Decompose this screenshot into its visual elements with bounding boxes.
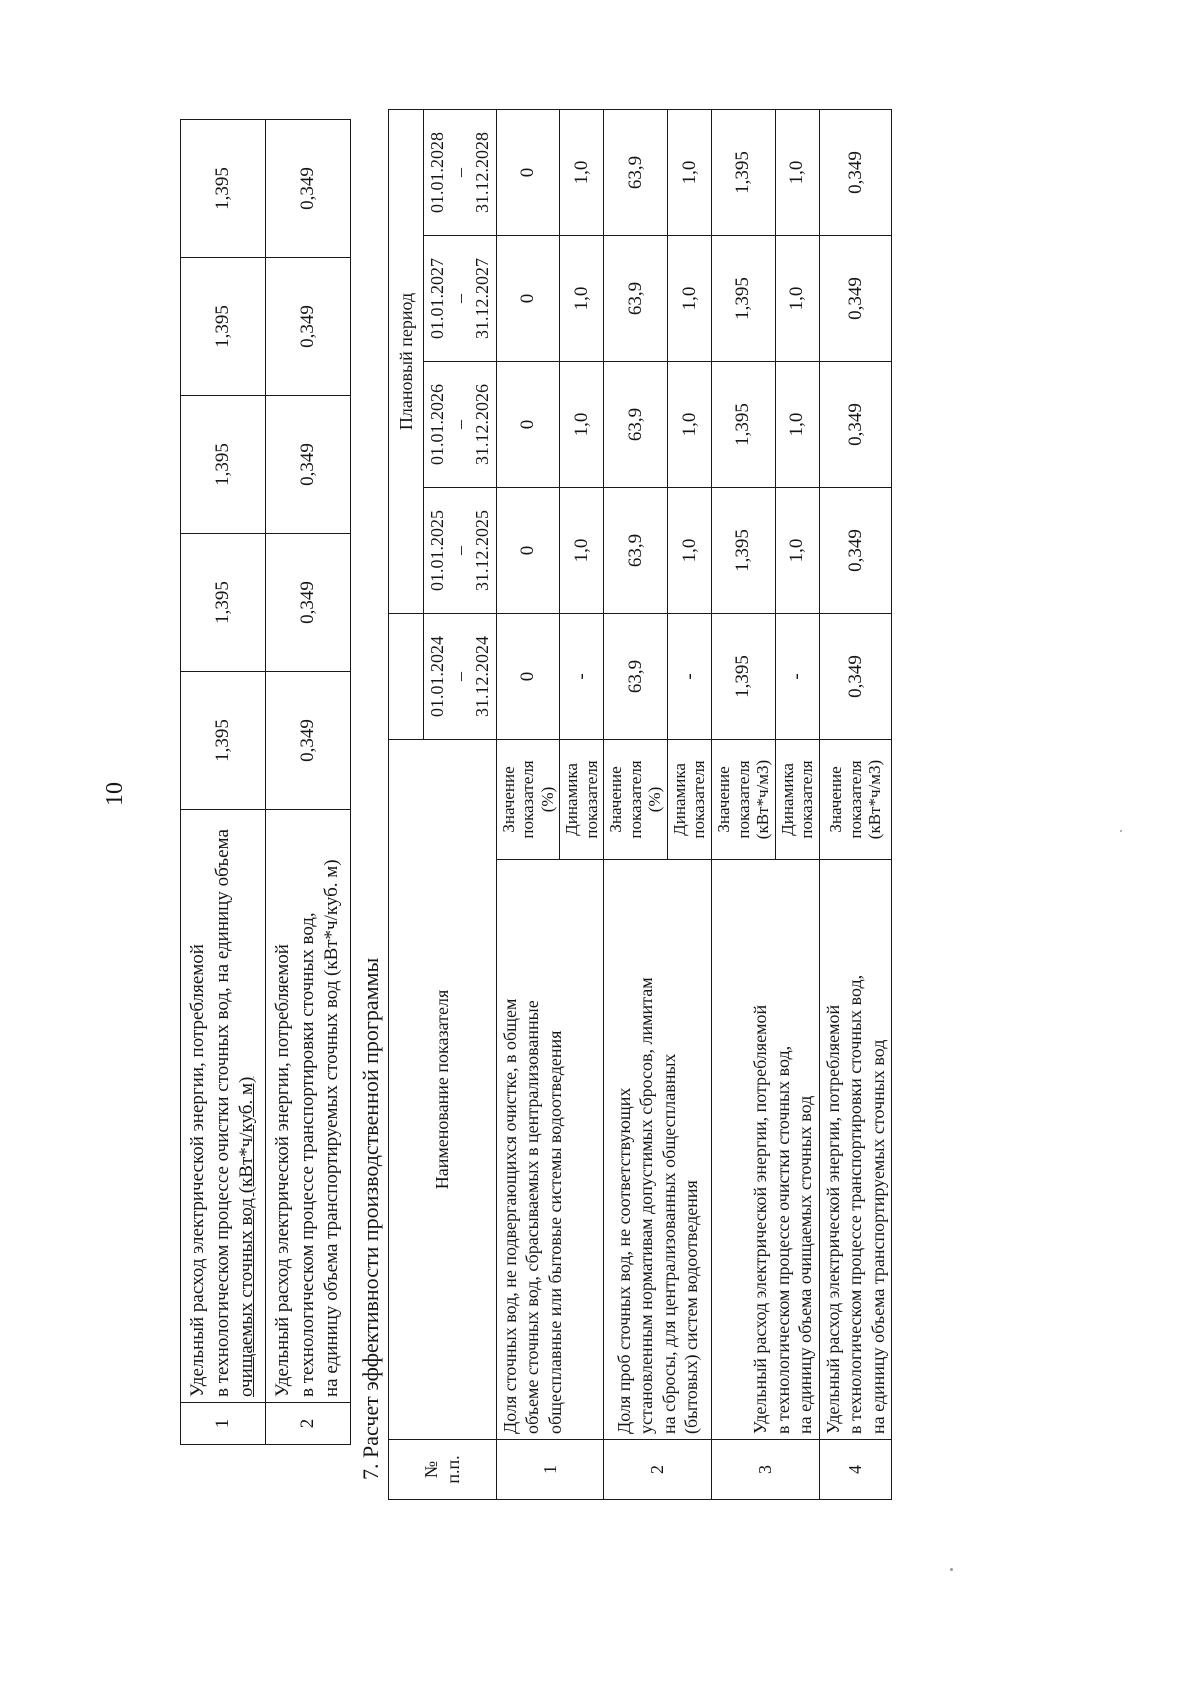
dynamic-label: Динамика показателя: [775, 740, 819, 860]
dynamic-cell: 1,0: [667, 109, 711, 235]
period-header: 01.01.2026 – 31.12.2026: [424, 362, 497, 488]
header-planned-period: Плановый период: [389, 109, 424, 613]
value-cell: 63,9: [604, 109, 668, 235]
value-cell: 0,349: [819, 109, 892, 235]
value-cell: 0,349: [266, 534, 351, 672]
value-cell: 0,349: [266, 258, 351, 396]
value-label: Значение показателя (%): [496, 740, 560, 860]
dynamic-cell: -: [775, 614, 819, 740]
value-cell: 0: [496, 488, 560, 614]
header-row: [389, 109, 424, 1499]
dynamic-cell: 1,0: [560, 362, 604, 488]
indicator-name: Доля сточных вод, не подвергающихся очистке, в общем объеме сточных вод, сбрасываемых в централизованные общесплавные или бытовые системы водоотведения: [496, 860, 604, 1440]
indicator-name: Удельный расход электрической энергии, потребляемой в технологическом процессе транспортировки сточных вод, на единицу объема транспортируемых сточных вод (кВт*ч/куб. м): [266, 810, 351, 1403]
value-cell: 0,349: [819, 488, 892, 614]
row-number: 2: [604, 1440, 712, 1500]
table-row: [496, 109, 560, 1499]
row-number: 1: [496, 1440, 604, 1500]
period-header: 01.01.2025 – 31.12.2025: [424, 488, 497, 614]
value-cell: 1,395: [181, 534, 266, 672]
row-number: 1: [181, 1403, 266, 1445]
header-name: Наименование показателя: [389, 740, 497, 1440]
row-number: 3: [711, 1440, 819, 1500]
dynamic-cell: 1,0: [775, 488, 819, 614]
value-cell: 63,9: [604, 488, 668, 614]
dynamic-cell: 1,0: [560, 109, 604, 235]
top-table: [180, 119, 351, 1445]
table-row: [181, 120, 266, 1445]
period-header: 01.01.2027 – 31.12.2027: [424, 236, 497, 362]
value-cell: 0: [496, 109, 560, 235]
value-cell: 1,395: [181, 396, 266, 534]
dynamic-cell: 1,0: [775, 236, 819, 362]
value-cell: 1,395: [711, 109, 775, 235]
dynamic-label: Динамика показателя: [667, 740, 711, 860]
value-cell: 0: [496, 236, 560, 362]
dynamic-cell: -: [560, 614, 604, 740]
value-cell: 0,349: [266, 120, 351, 258]
value-cell: 1,395: [711, 236, 775, 362]
dynamic-cell: 1,0: [775, 362, 819, 488]
value-cell: 1,395: [181, 120, 266, 258]
dynamic-cell: 1,0: [667, 488, 711, 614]
scan-dust: [1120, 830, 1122, 832]
rotated-page-content: [90, 60, 1050, 1540]
header-num: № п.п.: [389, 1440, 497, 1500]
dynamic-cell: 1,0: [560, 236, 604, 362]
value-cell: 0: [496, 362, 560, 488]
value-cell: 0,349: [819, 236, 892, 362]
value-cell: 1,395: [181, 258, 266, 396]
indicator-name: Удельный расход электрической энергии, потребляемой в технологическом процессе очистки сточных вод, на единицу объема очищаемых сточных вод (кВт*ч/куб. м): [181, 810, 266, 1403]
scan-dust: [950, 1568, 953, 1571]
indicator-name: Удельный расход электрической энергии, потребляемой в технологическом процессе транспортировки сточных вод, на единицу объема транспортируемых сточных вод: [819, 860, 892, 1440]
dynamic-cell: 1,0: [667, 236, 711, 362]
dynamic-label: Динамика показателя: [560, 740, 604, 860]
value-label: Значение показателя (%): [604, 740, 668, 860]
value-cell: 0: [496, 614, 560, 740]
table-row: [819, 109, 892, 1499]
table-row: [711, 109, 775, 1499]
dynamic-cell: 1,0: [560, 488, 604, 614]
value-label: Значение показателя (кВт*ч/м3): [819, 740, 892, 860]
row-number: 2: [266, 1403, 351, 1445]
table-row: [266, 120, 351, 1445]
dynamic-cell: 1,0: [667, 362, 711, 488]
value-cell: 0,349: [819, 362, 892, 488]
value-cell: 63,9: [604, 614, 668, 740]
section-title: 7. Расчет эффективности производственной программы: [358, 957, 383, 1480]
value-cell: 1,395: [711, 614, 775, 740]
value-cell: 63,9: [604, 236, 668, 362]
value-cell: 63,9: [604, 362, 668, 488]
dynamic-cell: -: [667, 614, 711, 740]
value-cell: 1,395: [711, 362, 775, 488]
value-cell: 1,395: [181, 672, 266, 810]
indicator-name: Удельный расход электрической энергии, потребляемой в технологическом процессе очистки сточных вод, на единицу объема очищаемых сточных вод: [711, 860, 819, 1440]
dynamic-cell: 1,0: [775, 109, 819, 235]
value-cell: 0,349: [266, 396, 351, 534]
period-header: 01.01.2024 – 31.12.2024: [424, 614, 497, 740]
period-header: 01.01.2028 – 31.12.2028: [424, 109, 497, 235]
page-number: 10: [102, 782, 128, 806]
header-blank: [389, 614, 424, 740]
efficiency-table: [388, 109, 892, 1500]
value-cell: 0,349: [266, 672, 351, 810]
value-label: Значение показателя (кВт*ч/м3): [711, 740, 775, 860]
indicator-name: Доля проб сточных вод, не соответствующих установленным нормативам допустимых сбросов, лимитам на сбросы, для централизованных общесплавных (бытовых) систем водоотведения: [604, 860, 712, 1440]
table-row: [604, 109, 668, 1499]
value-cell: 0,349: [819, 614, 892, 740]
row-number: 4: [819, 1440, 892, 1500]
value-cell: 1,395: [711, 488, 775, 614]
